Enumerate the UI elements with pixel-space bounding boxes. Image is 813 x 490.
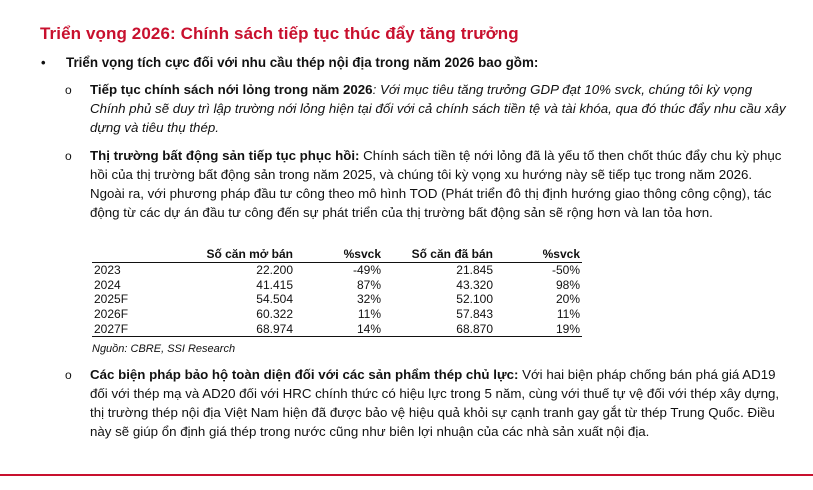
table-cell: -49% bbox=[352, 263, 381, 278]
item-easing-policy-body: : Với mục tiêu tăng trưởng GDP đạt 10% svck, chúng tôi kỳ vọng Chính phủ sẽ duy trì lập trường nới lỏng hiện tại đối với cả chính sách tiền tệ và tài khóa, qua đó thúc đẩy nhu cầu xây dựng và tiêu thụ thép. bbox=[90, 82, 786, 135]
bullet-main-text: Triển vọng tích cực đối với nhu cầu thép nội địa trong năm 2026 bao gồm: bbox=[66, 55, 539, 70]
sub-bullet-marker: o bbox=[65, 368, 72, 382]
table-cell: 22.200 bbox=[256, 263, 293, 278]
table-cell: 11% bbox=[556, 307, 580, 322]
table-row bbox=[92, 307, 582, 322]
table-cell: 68.974 bbox=[166, 321, 295, 336]
item-steel-protection bbox=[90, 365, 788, 441]
item-real-estate-body: Chính sách tiền tệ nới lỏng đã là yếu tố then chốt thúc đẩy chu kỳ phục hồi của thị trường bất động sản trong năm 2025, và chúng tôi kỳ vọng xu hướng này sẽ tiếp tục trong năm 2026. Ngoài ra, với phương pháp đầu tư công theo mô hình TOD (Phát triển đô thị định hướng giao thông công cộng), tác động từ các dự án đầu tư công đến sự phát triển của thị trường bất động sản sẽ rộng hơn và lan tỏa hơn. bbox=[90, 148, 782, 220]
footer-divider bbox=[0, 474, 813, 476]
item-real-estate-heading: Thị trường bất động sản tiếp tục phục hồi: bbox=[90, 148, 360, 163]
table-header-cell: %svck bbox=[495, 246, 582, 263]
table-cell: 2023 bbox=[94, 263, 121, 278]
table-cell: 2024 bbox=[94, 277, 121, 292]
table-cell: 43.320 bbox=[456, 277, 493, 292]
item-real-estate bbox=[90, 146, 788, 222]
table-cell: 52.100 bbox=[456, 292, 493, 307]
table-cell: -50% bbox=[551, 263, 580, 278]
table-cell: 2025F bbox=[94, 292, 129, 307]
table-cell: 32% bbox=[356, 292, 381, 307]
table-row bbox=[92, 263, 582, 278]
table-cell: 68.870 bbox=[383, 321, 495, 336]
table-row bbox=[92, 278, 582, 293]
table-cell: 87% bbox=[356, 277, 381, 292]
table-row bbox=[92, 292, 582, 307]
table-cell: 19% bbox=[495, 321, 582, 336]
table-header-cell: %svck bbox=[295, 246, 383, 263]
table-cell: 11% bbox=[357, 307, 381, 322]
item-steel-protection-body: Với hai biện pháp chống bán phá giá AD19 đối với thép mạ và AD20 đối với HRC chính thức có hiệu lực trong 5 năm, cùng với thuế tự vệ đối với thép xây dựng, thị trường thép nội địa Việt Nam hiện đã được bảo vệ hiệu quả khỏi sự cạnh tranh gay gắt từ thép Trung Quốc. Điều này sẽ giúp ổn định giá thép trong nước cũng như biên lợi nhuận của các nhà sản xuất nội địa. bbox=[90, 367, 780, 439]
bullet-marker: • bbox=[41, 55, 46, 70]
table-header-cell: Số căn đã bán bbox=[383, 246, 495, 263]
table-header-cell bbox=[92, 246, 166, 263]
table-cell: 20% bbox=[555, 292, 580, 307]
table-cell: 57.843 bbox=[456, 307, 493, 322]
table-row bbox=[92, 321, 582, 336]
item-steel-protection-heading: Các biện pháp bảo hộ toàn diện đối với các sản phẩm thép chủ lực: bbox=[90, 367, 519, 382]
table-header-cell: Số căn mở bán bbox=[166, 246, 295, 263]
section-title: Triển vọng 2026: Chính sách tiếp tục thúc đẩy tăng trưởng bbox=[40, 24, 519, 43]
table-cell: 60.322 bbox=[256, 307, 293, 322]
table-header-row bbox=[92, 246, 582, 263]
item-easing-policy-heading: Tiếp tục chính sách nới lỏng trong năm 2026 bbox=[90, 82, 373, 97]
table-cell: 14% bbox=[295, 321, 383, 336]
table-source-note: Nguồn: CBRE, SSI Research bbox=[92, 343, 236, 355]
table-cell: 54.504 bbox=[256, 292, 293, 307]
sub-bullet-marker: o bbox=[65, 83, 72, 97]
item-easing-policy bbox=[90, 80, 788, 137]
sub-bullet-marker: o bbox=[65, 149, 72, 163]
table-cell: 2027F bbox=[92, 321, 166, 336]
table-cell: 2026F bbox=[94, 307, 129, 322]
table-cell: 21.845 bbox=[456, 263, 493, 278]
real-estate-table bbox=[92, 246, 582, 337]
table-cell: 98% bbox=[555, 277, 580, 292]
table-cell: 41.415 bbox=[256, 277, 293, 292]
